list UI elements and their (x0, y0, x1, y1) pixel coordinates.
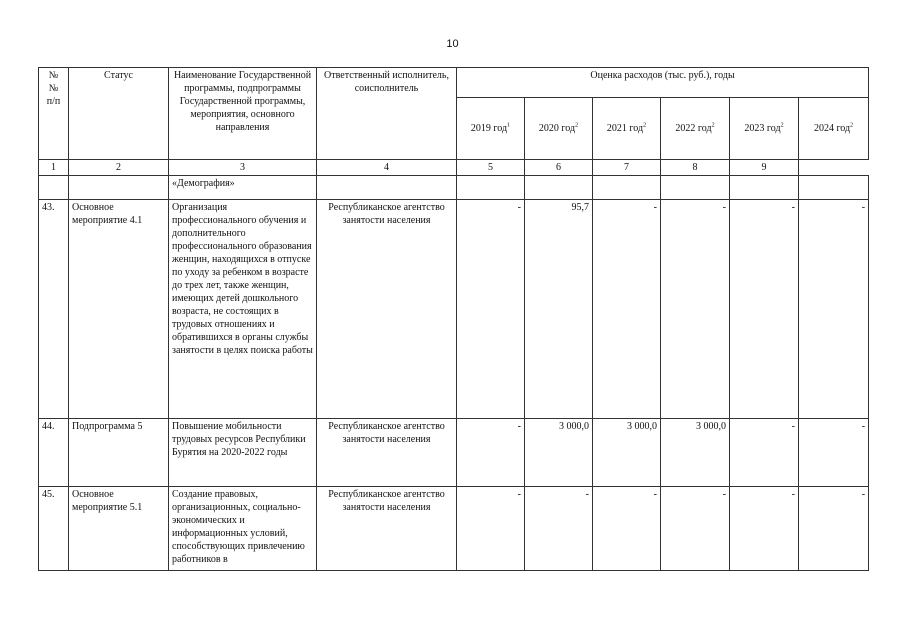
row-value-2024: - (799, 419, 869, 487)
row-value (525, 176, 593, 200)
row-status: Подпрограмма 5 (69, 419, 169, 487)
row-value-2020: 3 000,0 (525, 419, 593, 487)
budget-table (38, 67, 869, 571)
row-value-2024: - (799, 200, 869, 419)
row-value-2019: - (457, 200, 525, 419)
col-number: 8 (661, 160, 730, 176)
header-name: Наименование Государственной программы, подпрограммы Государственной программы, мероприятия, основного направления (169, 68, 317, 160)
header-year-2024: 2024 год$^2$ (799, 98, 869, 160)
row-value-2022: 3 000,0 (661, 419, 730, 487)
row-status: Основное мероприятие 5.1 (69, 487, 169, 571)
row-status (69, 176, 169, 200)
header-year-2023: 2023 год$^2$ (730, 98, 799, 160)
row-num: 45. (39, 487, 69, 571)
header-year-2022: 2022 год$^2$ (661, 98, 730, 160)
col-number: 4 (317, 160, 457, 176)
row-value-2019: - (457, 487, 525, 571)
col-number: 2 (69, 160, 169, 176)
header-year-2021: 2021 год$^2$ (593, 98, 661, 160)
header-responsible: Ответственный исполнитель, соисполнитель (317, 68, 457, 160)
row-value (799, 176, 869, 200)
table-row-continuation (39, 176, 869, 200)
row-value-2022: - (661, 200, 730, 419)
row-value-2021: - (593, 200, 661, 419)
row-value-2022: - (661, 487, 730, 571)
row-name: «Демография» (169, 176, 317, 200)
row-value-2024: - (799, 487, 869, 571)
row-value-2023: - (730, 200, 799, 419)
header-status: Статус (69, 68, 169, 160)
row-value (457, 176, 525, 200)
row-responsible (317, 176, 457, 200)
row-num: 43. (39, 200, 69, 419)
row-value-2021: 3 000,0 (593, 419, 661, 487)
row-num: 44. (39, 419, 69, 487)
col-number: 5 (457, 160, 525, 176)
header-year-2019: 2019 год$^1$ (457, 98, 525, 160)
row-responsible: Республиканское агентство занятости населения (317, 419, 457, 487)
table-row (39, 200, 869, 419)
header-estimate: Оценка расходов (тыс. руб.), годы (457, 68, 869, 98)
row-name: Создание правовых, организационных, социально-экономических и информационных условий, способствующих привлечению работников в (169, 487, 317, 571)
row-value-2021: - (593, 487, 661, 571)
row-value-2023: - (730, 419, 799, 487)
table-row (39, 487, 869, 571)
row-value-2023: - (730, 487, 799, 571)
row-name: Повышение мобильности трудовых ресурсов Республики Бурятия на 2020-2022 годы (169, 419, 317, 487)
row-value-2019: - (457, 419, 525, 487)
header-year-2020: 2020 год$^2$ (525, 98, 593, 160)
row-value-2020: 95,7 (525, 200, 593, 419)
row-num (39, 176, 69, 200)
row-value-2020: - (525, 487, 593, 571)
col-number: 7 (593, 160, 661, 176)
row-status: Основное мероприятие 4.1 (69, 200, 169, 419)
table-row (39, 419, 869, 487)
row-responsible: Республиканское агентство занятости населения (317, 487, 457, 571)
col-number: 9 (730, 160, 799, 176)
col-number: 6 (525, 160, 593, 176)
col-number: 1 (39, 160, 69, 176)
row-value (730, 176, 799, 200)
row-value (661, 176, 730, 200)
page-number: 10 (446, 38, 459, 50)
col-number: 3 (169, 160, 317, 176)
row-value (593, 176, 661, 200)
row-name: Организация профессионального обучения и дополнительного профессионального образования женщин, находящихся в отпуске по уходу за ребенком в возрасте до трех лет, также женщин, имеющих детей дошкольного возраста, не состоящих в трудовых отношениях и обратившихся в органы службы занятости в целях поиска работы (169, 200, 317, 419)
row-responsible: Республиканское агентство занятости населения (317, 200, 457, 419)
header-num: № № п/п (39, 68, 69, 160)
